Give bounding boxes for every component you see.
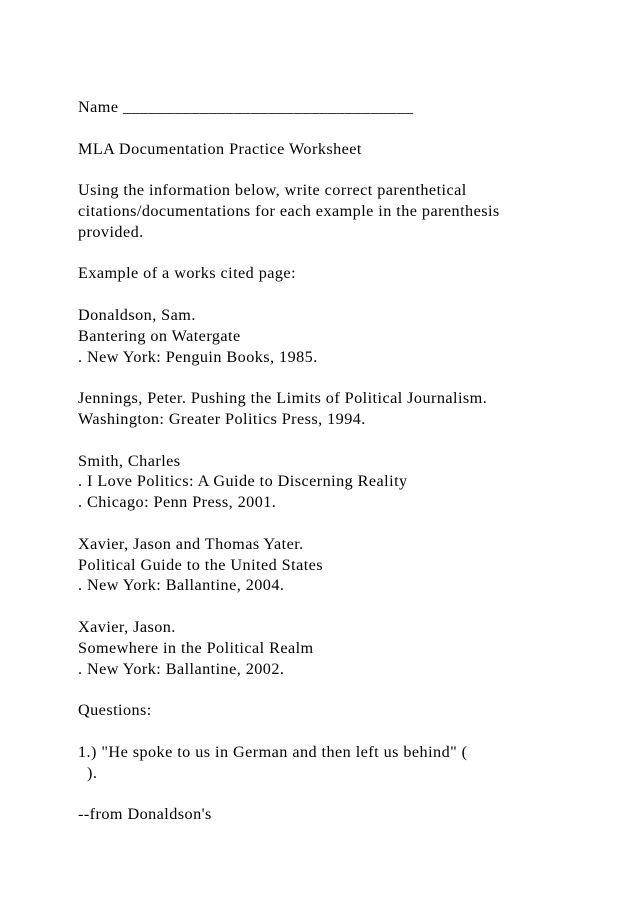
citation-line: Smith, Charles (78, 451, 181, 470)
instruction-line: citations/documentations for each example in the parenthesis (78, 201, 500, 220)
questions-heading: Questions: (78, 701, 152, 720)
spacer (78, 118, 623, 139)
source-note: --from Donaldson's (78, 805, 212, 824)
spacer (78, 783, 623, 804)
works-cited-entry (78, 305, 623, 367)
spacer (78, 284, 623, 305)
worksheet-content (78, 97, 623, 825)
question-line: 1.) "He spoke to us in German and then left us behind" ( (78, 742, 468, 761)
spacer (78, 243, 623, 264)
spacer (78, 596, 623, 617)
citation-line: . New York: Penguin Books, 1985. (78, 347, 318, 366)
spacer (78, 430, 623, 451)
question-line: ). (78, 763, 98, 782)
citation-line: . I Love Politics: A Guide to Discerning Reality (78, 472, 408, 491)
spacer (78, 367, 623, 388)
citation-line: Jennings, Peter. Pushing the Limits of Political Journalism. (78, 389, 488, 408)
works-cited-entry (78, 451, 623, 513)
worksheet-title: MLA Documentation Practice Worksheet (78, 139, 362, 158)
citation-line: Somewhere in the Political Realm (78, 638, 314, 657)
works-cited-entry (78, 534, 623, 596)
question-item (78, 742, 623, 784)
instructions (78, 180, 623, 242)
citation-line: . New York: Ballantine, 2004. (78, 576, 285, 595)
works-cited-entry (78, 388, 623, 430)
instruction-line: Using the information below, write correct parenthetical (78, 181, 467, 200)
instruction-line: provided. (78, 222, 144, 241)
citation-line: Xavier, Jason. (78, 617, 176, 636)
citation-line: Xavier, Jason and Thomas Yater. (78, 534, 304, 553)
citation-line: . New York: Ballantine, 2002. (78, 659, 285, 678)
spacer (78, 679, 623, 700)
spacer (78, 159, 623, 180)
citation-line: Bantering on Watergate (78, 326, 241, 345)
citation-line: Donaldson, Sam. (78, 305, 196, 324)
citation-line: Washington: Greater Politics Press, 1994. (78, 409, 366, 428)
works-cited-entry (78, 617, 623, 679)
example-heading: Example of a works cited page: (78, 264, 297, 283)
spacer (78, 721, 623, 742)
citation-line: Political Guide to the United States (78, 555, 324, 574)
citation-line: . Chicago: Penn Press, 2001. (78, 493, 277, 512)
spacer (78, 513, 623, 534)
name-line: Name __________________________________ (78, 98, 414, 116)
